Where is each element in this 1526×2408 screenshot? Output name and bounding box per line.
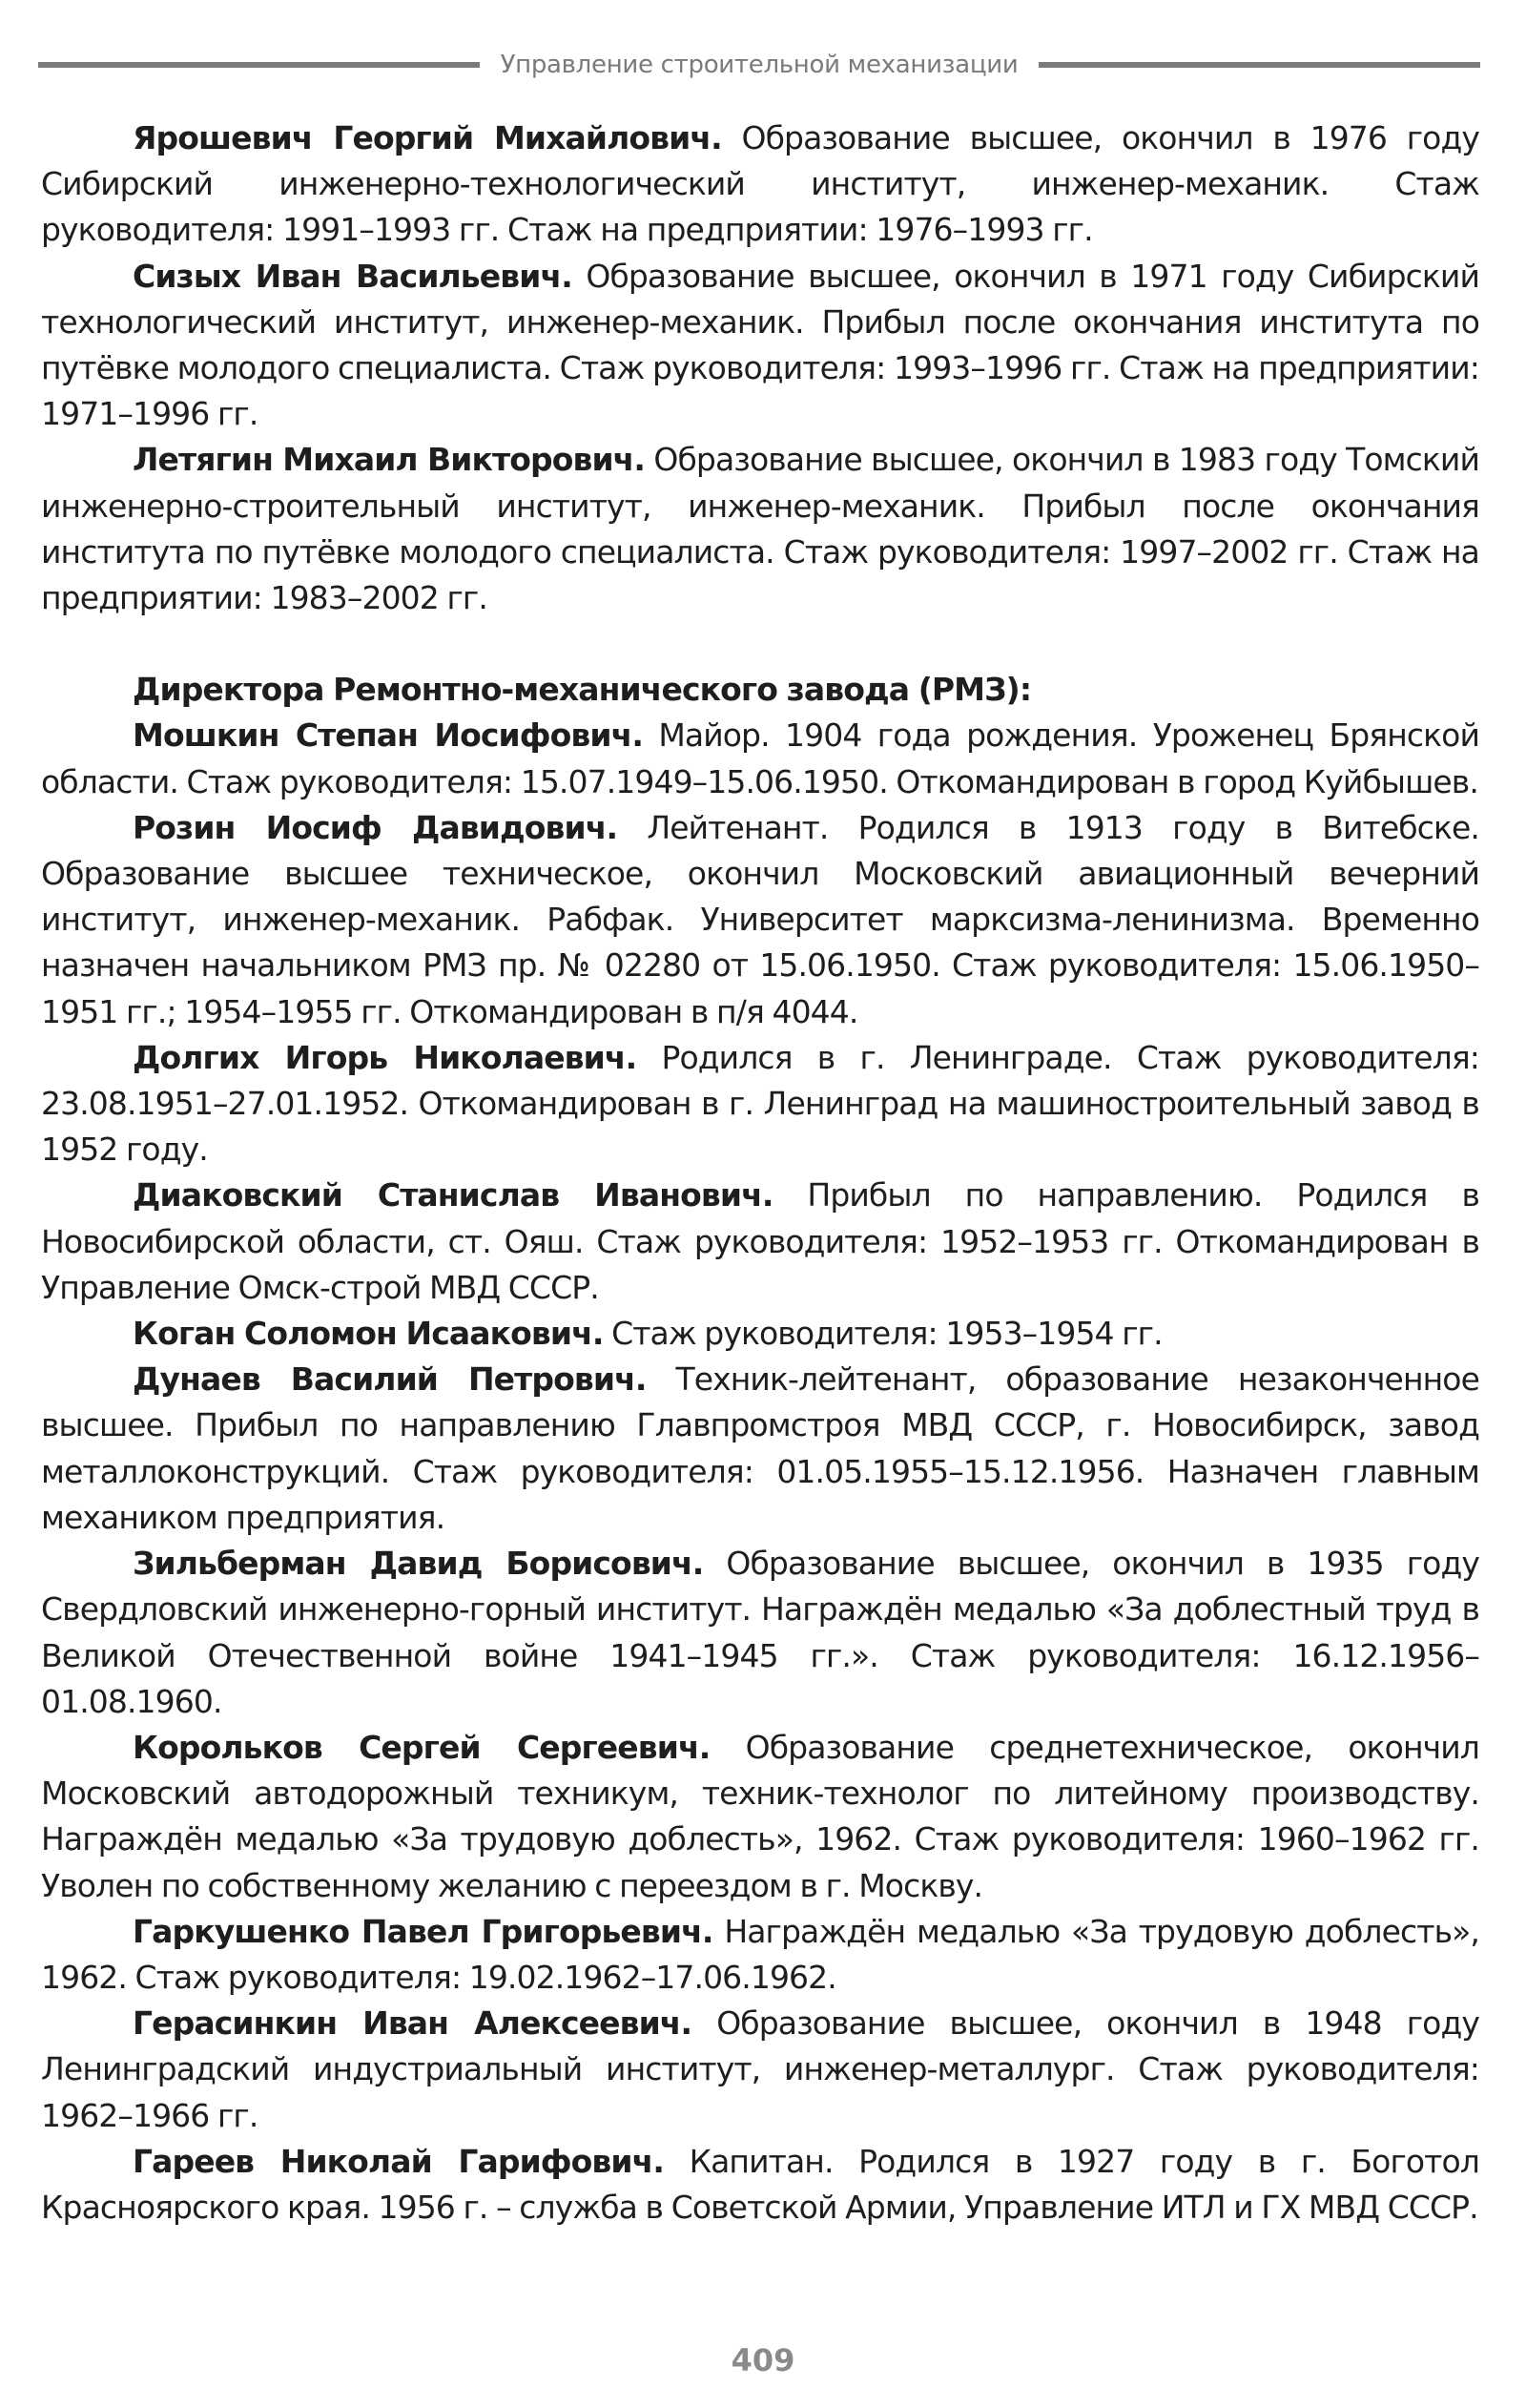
header-rule-right (1039, 62, 1480, 68)
person-name: Диаковский Станислав Иванович. (133, 1176, 773, 1214)
header-rule-left (38, 62, 480, 68)
person-name: Розин Иосиф Давидович. (133, 808, 618, 846)
person-name: Гаркушенко Павел Григорьевич. (133, 1912, 713, 1950)
biography-text: Стаж руководителя: 1953–1954 гг. (611, 1315, 1163, 1353)
biography-text: Лейтенант. Родился в 1913 году в Витебске. Образование высшее техническое, окончил Московский авиационный вечерний институт, инженер-механик. Рабфак. Университет марксизма-ленинизма. Временно назначен начальником РМЗ пр. № 02280 от 15.06.1950. Стаж руководителя: 15.06.1950–1951 гг.; 1954–1955 гг. Откомандирован в п/я 4044. (41, 808, 1479, 1030)
biography-text: Техник-лейтенант, образование незаконченное высшее. Прибыл по направлению Главпромстроя МВД СССР, г. Новосибирск, завод металлоконструкций. Стаж руководителя: 01.05.1955–15.12.1956. Назначен главным механиком предприятия. (41, 1360, 1480, 1536)
person-name: Мошкин Степан Иосифович. (133, 716, 643, 755)
person-name: Долгих Игорь Николаевич. (133, 1038, 637, 1076)
biography-text: Награждён медалью «За трудовую доблесть», 1962. Стаж руководителя: 19.02.1962–17.06.1962. (41, 1912, 1480, 1996)
biography-entry (41, 115, 1479, 254)
person-name: Гареев Николай Гарифович. (133, 2142, 665, 2180)
running-header (38, 46, 1480, 84)
person-name: Сизых Иван Васильевич. (133, 257, 572, 295)
person-name: Дунаев Василий Петрович. (133, 1360, 647, 1399)
biography-entry (41, 254, 1479, 438)
biography-text: Образование высшее, окончил в 1971 году Сибирский технологический институт, инженер-механик. Прибыл после окончания института по путёвке молодого специалиста. Стаж руководителя: 1993–1996 гг. Стаж на предприятии: 1971–1996 гг. (41, 257, 1479, 433)
biography-text: Образование высшее, окончил в 1948 году Ленинградский индустриальный институт, инженер-металлург. Стаж руководителя: 1962–1966 гг. (41, 2004, 1479, 2134)
biography-text: Родился в г. Ленинграде. Стаж руководителя: 23.08.1951–27.01.1952. Откомандирован в г. Ленинград на машиностроительный завод в 1952 году. (41, 1038, 1480, 1169)
biography-entry (41, 2139, 1479, 2231)
page-body (41, 115, 1479, 2231)
person-name: Летягин Михаил Викторович. (133, 441, 646, 479)
biography-entry (41, 713, 1479, 804)
biography-entry (41, 437, 1479, 621)
biography-text: Капитан. Родился в 1927 году в г. Боготол Красноярского края. 1956 г. – служба в Советской Армии, Управление ИТЛ и ГХ МВД СССР. (41, 2142, 1479, 2226)
person-name: Корольков Сергей Сергеевич. (133, 1728, 711, 1766)
biography-text: Образование среднетехническое, окончил Московский автодорожный техникум, техник-технолог по литейному производству. Награждён медалью «За трудовую доблесть», 1962. Стаж руководителя: 1960–1962 гг. Уволен по собственному желанию с переездом в г. Москву. (41, 1728, 1479, 1904)
entries-part1 (41, 115, 1479, 621)
section-title: Директора Ремонтно-механического завода (РМЗ): (133, 671, 1032, 709)
biography-text: Майор. 1904 года рождения. Уроженец Брянской области. Стаж руководителя: 15.07.1949–15.06.1950. Откомандирован в город Куйбышев. (41, 716, 1479, 800)
biography-text: Образование высшее, окончил в 1935 году Свердловский инженерно-горный институт. Награждён медалью «За доблестный труд в Великой Отечественной войне 1941–1945 гг.». Стаж руководителя: 16.12.1956–01.08.1960. (41, 1545, 1480, 1720)
page-number: 409 (731, 2342, 795, 2378)
person-name: Ярошевич Георгий Михайлович. (133, 119, 722, 156)
biography-entry (41, 1357, 1479, 1541)
biography-entry (41, 1311, 1479, 1357)
biography-entry (41, 1725, 1479, 1909)
entries-part2 (41, 713, 1479, 2231)
person-name: Герасинкин Иван Алексеевич. (133, 2004, 692, 2043)
person-name: Зильберман Давид Борисович. (133, 1545, 704, 1583)
person-name: Коган Соломон Исаакович. (133, 1315, 604, 1353)
biography-entry (41, 1173, 1479, 1311)
biography-text: Образование высшее, окончил в 1976 году Сибирский инженерно-технологический институт, инженер-механик. Стаж руководителя: 1991–1993 гг. Стаж на предприятии: 1976–1993 гг. (41, 119, 1480, 249)
biography-text: Образование высшее, окончил в 1983 году Томский инженерно-строительный институт, инженер-механик. Прибыл после окончания института по путёвке молодого специалиста. Стаж руководителя: 1997–2002 гг. Стаж на предприятии: 1983–2002 гг. (41, 441, 1480, 617)
biography-entry (41, 1541, 1479, 1725)
biography-entry (41, 1909, 1479, 2001)
biography-entry (41, 805, 1479, 1035)
biography-text: Прибыл по направлению. Родился в Новосибирской области, ст. Ояш. Стаж руководителя: 1952–1953 гг. Откомандирован в Управление Омск-строй МВД СССР. (41, 1176, 1479, 1306)
running-title: Управление строительной механизации (500, 51, 1019, 79)
biography-entry (41, 1035, 1479, 1173)
biography-entry (41, 2001, 1479, 2139)
